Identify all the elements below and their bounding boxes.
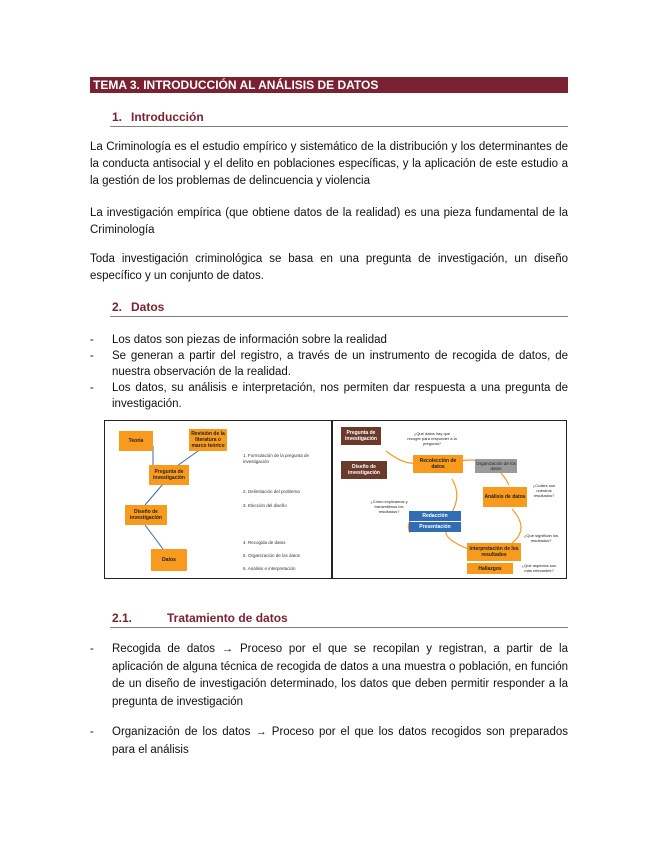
step-4: 4. Recogida de datos bbox=[243, 540, 286, 545]
box-r-pregunta: Pregunta de investigación bbox=[341, 427, 381, 445]
annotation-q4: ¿Qué significan los resultados? bbox=[523, 533, 558, 543]
step-5: 5. Organización de los datos bbox=[243, 553, 301, 558]
annotation-q2: ¿Cuáles son nuestros resultados? bbox=[532, 483, 556, 498]
list-item: - Los datos son piezas de información sobre la realidad bbox=[90, 334, 387, 346]
step-3: 3. Elección del diseño bbox=[243, 503, 287, 508]
box-r-organizacion: Organización de los datos bbox=[476, 461, 516, 471]
intro-paragraph-3: Toda investigación criminológica se basa en una pregunta de investigación, un diseño específico y un conjunto de datos. bbox=[90, 253, 568, 282]
annotation-q1: ¿Qué datos hay que recoger para responder a la pregunta? bbox=[407, 431, 457, 446]
section-2-number: 2. bbox=[112, 300, 123, 314]
box-r-presentacion: Presentación bbox=[409, 522, 461, 532]
box-datos: Datos bbox=[151, 549, 187, 571]
step-2: 2. Delimitación del problema bbox=[243, 489, 300, 494]
tratamiento-bullet-list bbox=[90, 641, 568, 759]
section-2-1-heading: Tratamiento de datos bbox=[167, 611, 288, 625]
section-1-heading: Introducción bbox=[131, 110, 204, 124]
box-revision-literatura: Revisión de la literatura o marco teórico bbox=[189, 429, 227, 451]
list-item: - Se generan a partir del registro, a través de un instrumento de recogida de datos, de nuestra observación de la realidad. bbox=[90, 350, 568, 378]
datos-bullet-list bbox=[90, 332, 568, 412]
section-2-heading: Datos bbox=[131, 300, 165, 314]
section-2-rule bbox=[110, 316, 568, 317]
annotation-q3: ¿Cómo explicamos y transmitimos los resultados? bbox=[370, 499, 408, 514]
section-2-1-number: 2.1. bbox=[112, 611, 133, 625]
box-pregunta-investigacion: Pregunta de investigación bbox=[149, 465, 189, 485]
box-r-analisis: Análisis de datos bbox=[483, 487, 527, 507]
section-1-rule bbox=[110, 126, 568, 127]
list-item: - Recogida de datos → Proceso por el que se recopilan y registran, a partir de la aplicación de alguna técnica de recogida de datos a una muestra o población, en función de un diseño de investigación determinado, los datos que deben permitir responder a la pregunta de investigación bbox=[90, 643, 568, 708]
section-2-1-rule bbox=[110, 627, 568, 628]
section-1-number: 1. bbox=[112, 110, 123, 124]
document-title: TEMA 3. INTRODUCCIÓN AL ANÁLISIS DE DATOS bbox=[90, 77, 568, 93]
box-r-recoleccion: Recolección de datos bbox=[413, 455, 463, 473]
annotation-q5: ¿Qué aspectos son más relevantes? bbox=[521, 563, 557, 573]
figure-divider bbox=[331, 420, 333, 579]
box-teoria: Teoría bbox=[119, 431, 153, 451]
step-6: 6. Análisis e interpretación bbox=[243, 566, 296, 571]
intro-paragraph-1: La Criminología es el estudio empírico y sistemático de la distribución y los determinantes de la conducta antisocial y el delito en poblaciones específicas, y la aplicación de este estudio a la gestión de los problemas de delincuencia y violencia bbox=[90, 141, 568, 187]
list-item: - Organización de los datos → Proceso por el que los datos recogidos son preparados para el análisis bbox=[90, 726, 568, 756]
intro-paragraph-2: La investigación empírica (que obtiene datos de la realidad) es una pieza fundamental de la Criminología bbox=[90, 207, 568, 236]
step-1: 1. Formulación de la pregunta de investigación bbox=[243, 453, 310, 464]
box-r-diseno: Diseño de investigación bbox=[341, 461, 387, 479]
box-r-hallazgos: Hallazgos bbox=[467, 563, 513, 574]
box-r-interpretacion: Interpretación de los resultados bbox=[467, 543, 521, 561]
research-process-figure bbox=[104, 420, 567, 579]
list-item: - Los datos, su análisis e interpretación, nos permiten dar respuesta a una pregunta de investigación. bbox=[90, 382, 568, 410]
box-r-redaccion: Redacción bbox=[409, 511, 461, 521]
box-diseno-investigacion: Diseño de investigación bbox=[125, 505, 167, 525]
